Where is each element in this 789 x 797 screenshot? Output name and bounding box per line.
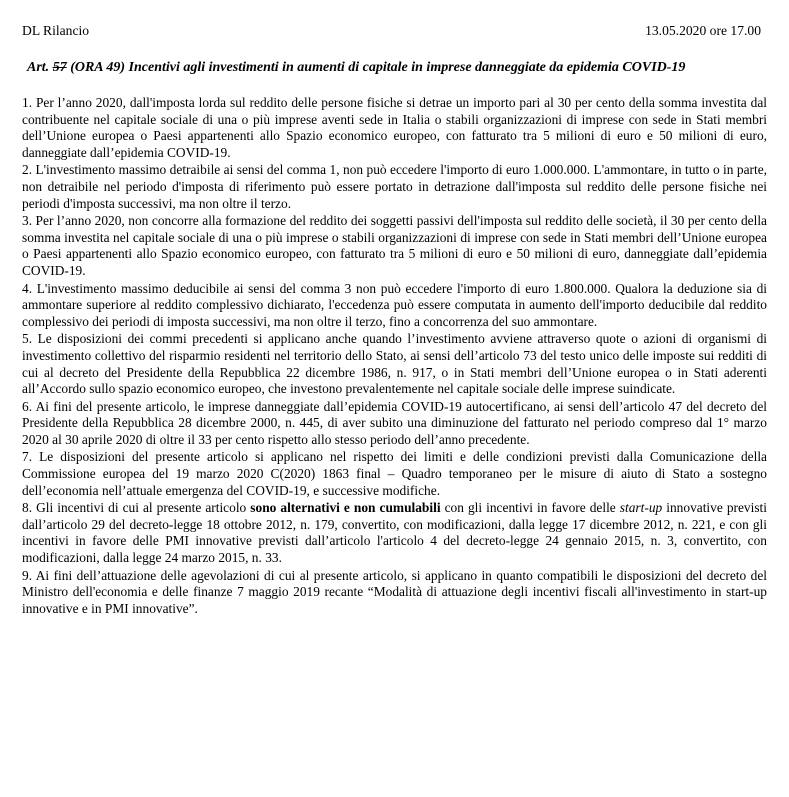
paragraph-5: 5. Le disposizioni dei commi precedenti si applicano anche quando l’investimento avviene attraverso quote o azioni di organismi di investimento collettivo del risparmio residenti nel territorio dello Stato, ai sensi dell’articolo 73 del testo unico delle imposte sui redditi di cui al decreto del Presidente della Repubblica 22 dicembre 1986, n. 917, o in Stati membri dell’Unione europea o in Stati aderenti all’Accordo sullo spazio economico europeo, che investono prevalentemente nel capitale sociale delle imprese suindicate. <box>22 331 767 397</box>
article-body <box>22 95 767 617</box>
paragraph-3: 3. Per l’anno 2020, non concorre alla formazione del reddito dei soggetti passivi dell'imposta sul reddito delle società, il 30 per cento della somma investita nel capitale sociale di una o più imprese o stabili organizzazioni di imprese con sede in Stati membri dell’Unione europea o Paesi appartenenti allo Spazio economico europeo, con fatturato tra 5 milioni di euro e 50 milioni di euro, danneggiate dall’epidemia COVID-19. <box>22 213 767 278</box>
document-header <box>22 22 767 40</box>
paragraph-9: 9. Ai fini dell’attuazione delle agevolazioni di cui al presente articolo, si applicano in quanto compatibili le disposizioni del decreto del Ministro dell'economia e delle finanze 7 maggio 2019 recante “Modalità di attuazione degli incentivi fiscali all'investimento in start-up innovative e in PMI innovative”. <box>22 567 767 616</box>
paragraph-7: 7. Le disposizioni del presente articolo si applicano nel rispetto dei limiti e delle condizioni previsti dalla Comunicazione della Commissione europea del 19 marzo 2020 C(2020) 1863 final – Quadro temporaneo per le misure di aiuto di Stato a sostegno dell’economia nell’attuale emergenza del COVID-19, e successive modifiche. <box>22 449 767 498</box>
paragraph-8-italic: start-up <box>619 500 663 516</box>
paragraph-1: 1. Per l’anno 2020, dall'imposta lorda sul reddito delle persone fisiche si detrae un importo pari al 30 per cento della somma investita dal contribuente nel capitale sociale di una o più imprese aventi sede in Italia o stabili organizzazioni di imprese con sede in Stati membri dell’Unione europea o Paesi appartenenti allo Spazio economico europeo, con fatturato tra 5 milioni di euro e 50 milioni di euro, danneggiate dall’epidemia COVID-19. <box>22 95 767 160</box>
header-left-title: DL Rilancio <box>22 23 90 38</box>
paragraph-2: 2. L'investimento massimo detraibile ai sensi del comma 1, non può eccedere l'importo di euro 1.000.000. L'ammontare, in tutto o in parte, non detraibile nel periodo d'imposta di riferimento può essere portato in detrazione dall'imposta sul reddito delle persone fisiche nei periodi d'imposta successivi, ma non oltre il terzo. <box>22 162 767 211</box>
paragraph-8 <box>22 500 767 566</box>
paragraph-4: 4. L'investimento massimo deducibile ai sensi del comma 3 non può eccedere l'importo di euro 1.800.000. Qualora la deduzione sia di ammontare superiore al reddito complessivo dichiarato, l'eccedenza può essere computata in aumento dell'importo deducibile dal reddito complessivo dei periodi di imposta successivi, ma non oltre il terzo, fino a concorrenza del suo ammontare. <box>22 280 767 329</box>
paragraph-8-part-a: 8. Gli incentivi di cui al presente articolo <box>22 500 251 516</box>
header-right-date: 13.05.2020 ore 17.00 <box>645 23 761 38</box>
paragraph-8-part-b: con gli incentivi in favore delle <box>440 500 620 516</box>
article-struck-number: 57 <box>52 60 67 75</box>
article-title <box>27 59 767 77</box>
article-prefix: Art. <box>27 60 53 75</box>
paragraph-8-part-c: innovative previsti dall’articolo 29 del decreto-legge 18 ottobre 2012, n. 179, convertito, con modificazioni, dalla legge 17 dicembre 2012, n. 221, e con gli incentivi in favore delle PMI innovative previsti dall’articolo l'articolo 4 del decreto-legge 24 gennaio 2015, n. 3, convertito, con modificazioni, dalla legge 24 marzo 2015, n. 33. <box>22 500 767 566</box>
paragraph-8-bold: sono alternativi e non cumulabili <box>250 500 441 516</box>
article-title-text: (ORA 49) Incentivi agli investimenti in aumenti di capitale in imprese danneggiate da epidemia COVID-19 <box>66 60 686 75</box>
paragraph-6: 6. Ai fini del presente articolo, le imprese danneggiate dall’epidemia COVID-19 autocertificano, ai sensi dell’articolo 47 del decreto del Presidente della Repubblica 28 dicembre 2000, n. 445, di aver subito una diminuzione del fatturato nel periodo compreso dal 1° marzo 2020 al 30 aprile 2020 di oltre il 33 per cento rispetto allo stesso periodo dell’anno precedente. <box>22 398 767 447</box>
